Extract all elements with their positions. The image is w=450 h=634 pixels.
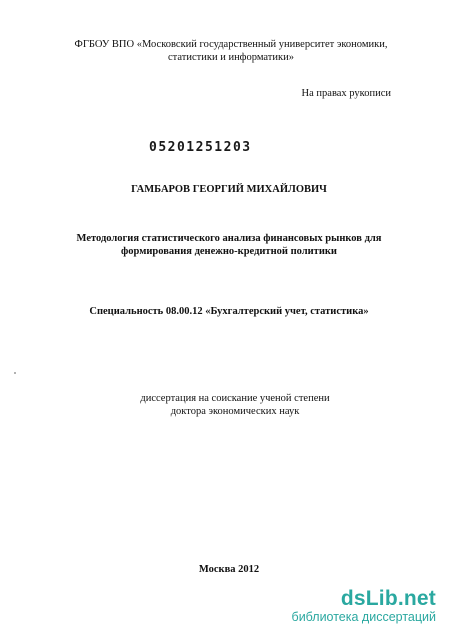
watermark-subtitle: библиотека диссертаций	[291, 610, 436, 624]
dissertation-title-line-2: формирования денежно-кредитной политики	[121, 246, 337, 257]
institution-line-2: статистики и информатики»	[168, 52, 294, 63]
city-year: Москва 2012	[198, 564, 260, 575]
archive-stamp-number: 05201251203	[149, 140, 252, 155]
manuscript-note: На правах рукописи	[301, 88, 391, 99]
institution-line-1: ФГБОУ ВПО «Московский государственный университет экономики,	[74, 39, 388, 50]
dslib-watermark	[292, 588, 436, 624]
degree-line-2: доктора экономических наук	[170, 406, 300, 417]
specialty-line: Специальность 08.00.12 «Бухгалтерский учет, статистика»	[89, 306, 369, 317]
watermark-logo: dsLib.net	[340, 587, 436, 610]
degree-line-1: диссертация на соискание ученой степени	[140, 393, 330, 404]
author-name: ГАМБАРОВ ГЕОРГИЙ МИХАЙЛОВИЧ	[131, 184, 327, 195]
dissertation-title-line-1: Методология статистического анализа финансовых рынков для	[76, 233, 382, 244]
scan-speck	[14, 372, 16, 374]
